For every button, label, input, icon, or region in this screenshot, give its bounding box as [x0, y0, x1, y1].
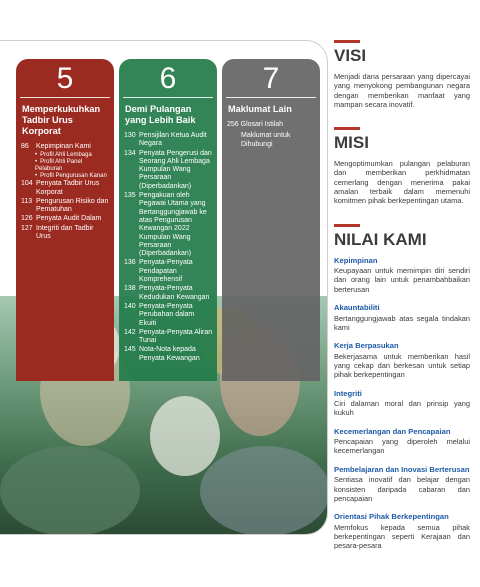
- section-number: 7: [262, 62, 280, 95]
- list-item[interactable]: 130 Pensijilan Ketua Audit Negara: [124, 132, 207, 148]
- list-item[interactable]: 126 Penyata Audit Dalam: [21, 215, 102, 223]
- value-item: Orientasi Pihak Berkepentingan Memfokus kepada semua pihak berkepentingan seperti Kerajaan dan pesara-pesara: [334, 512, 470, 551]
- list-item[interactable]: 104 Penyata Tadbir Urus Korporat: [21, 180, 100, 196]
- section-number: 6: [159, 62, 177, 95]
- list-item[interactable]: • Profil Ahli Lembaga: [35, 152, 110, 159]
- list-item[interactable]: • Profil Pengurusan Kanan: [35, 173, 110, 180]
- section-title: Demi Pulangan yang Lebih Baik: [125, 104, 196, 125]
- list-item[interactable]: 136 Penyata-Penyata Pendapatan Komprehensif: [124, 259, 193, 284]
- list-item[interactable]: 127 Integriti dan Tadbir Urus: [21, 224, 94, 241]
- nilai-section: [334, 224, 470, 551]
- contents-list: [16, 143, 114, 241]
- list-item[interactable]: 135 Pengakuan oleh Pegawai Utama yang Bertanggungjawab ke atas Pengurusan Kewangan 2022 Kumpulan Wang Persaraan (Diperbadankan): [124, 192, 207, 258]
- list-item[interactable]: 113 Pengurusan Risiko dan Pematuhan: [21, 197, 109, 214]
- list-item[interactable]: 134 Penyata Pengerusi dan Seorang Ahli Lembaga Kumpulan Wang Persaraan (Diperbadankan): [124, 149, 212, 190]
- misi-heading: MISI: [334, 127, 470, 152]
- section-title: Memperkukuhkan Tadbir Urus Korporat: [22, 104, 101, 136]
- contact-info-link[interactable]: Maklumat untuk Dihubungi: [241, 132, 291, 148]
- nilai-heading: NILAI KAMI: [334, 224, 470, 249]
- section-6-column: [119, 59, 217, 381]
- visi-text: Menjadi dana persaraan yang dipercayai yang menyokong pembangunan negara dengan memberikan manfaat yang mampan secara inovatif.: [334, 72, 470, 109]
- list-item[interactable]: 145 Nota-Nota kepada Penyata Kewangan: [124, 346, 200, 362]
- visi-heading: VISI: [334, 40, 470, 65]
- sub-list: [21, 152, 110, 180]
- list-item[interactable]: 138 Penyata-Penyata Kedudukan Kewangan: [124, 285, 210, 301]
- value-item: Pembelajaran dan Inovasi Berterusan Sentiasa inovatif dan belajar dengan konsisten daripada cabaran dan pencapaian: [334, 464, 470, 503]
- list-item[interactable]: • Profil Ahli Panel Pelaburan: [35, 159, 110, 173]
- value-item: Akauntabiliti Bertanggungjawab atas segala tindakan kami: [334, 303, 470, 332]
- list-item[interactable]: 256 Glosari Istilah: [227, 121, 284, 128]
- value-item: Kerja Berpasukan Bekerjasama untuk memberikan hasil yang cekap dan berkesan untuk setiap pihak berkepentingan: [334, 341, 470, 380]
- contents-list: [119, 132, 217, 363]
- list-item[interactable]: 140 Penyata-Penyata Perubahan dalam Ekuiti: [124, 302, 195, 327]
- misi-section: [334, 127, 470, 205]
- section-5-column: [16, 59, 114, 381]
- section-number: 5: [56, 62, 74, 95]
- value-item: Kecemerlangan dan Pencapaian Pencapaian yang diperoleh melalui kecemerlangan: [334, 426, 470, 456]
- vision-mission-values: [334, 40, 470, 560]
- misi-text: Mengoptimumkan pulangan pelaburan dan memberikan perkhidmatan cemerlang dengan menerima pakai amalan terbaik dalam memenuhi komitmen pihak berkepentingan utama.: [334, 159, 470, 206]
- section-7-column: [222, 59, 320, 381]
- contents-panel: [0, 40, 328, 535]
- visi-section: [334, 40, 470, 109]
- contents-list: [222, 121, 320, 149]
- value-item: Integriti Ciri dalaman moral dan prinsip yang kukuh: [334, 388, 470, 418]
- list-item[interactable]: 86 Kepimpinan Kami: [21, 143, 91, 150]
- section-title: Maklumat Lain: [228, 104, 292, 114]
- list-item[interactable]: 142 Penyata-Penyata Aliran Tunai: [124, 328, 213, 345]
- value-item: Kepimpinan Keupayaan untuk memimpin diri sendiri dan orang lain untuk penambahbaikan berterusan: [334, 255, 470, 294]
